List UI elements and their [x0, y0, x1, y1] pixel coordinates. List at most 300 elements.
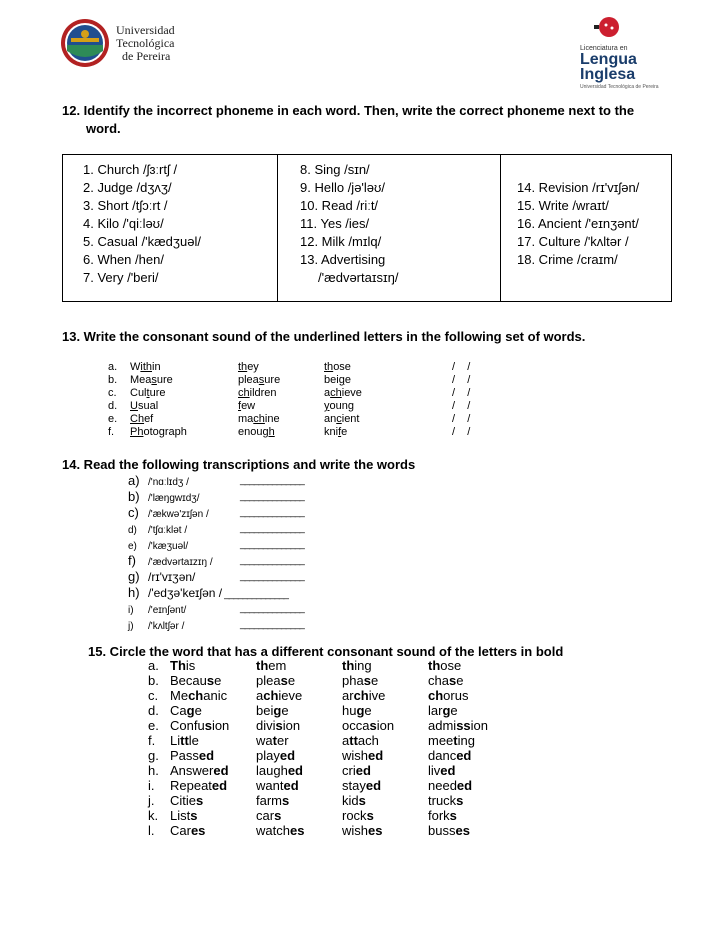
word-suffix: e	[341, 426, 348, 438]
word-suffix: er	[276, 733, 289, 748]
q12-column-3: 14. Revision /rɪ'vɪʃən/ 15. Write /wraɪt/ 16. Ancient /'eɪnʒənt/ 17. Culture /'kʌltər / 18. Crime /craɪm/	[501, 155, 672, 302]
word-target-letters: ed	[279, 748, 296, 763]
q15-word	[428, 763, 455, 778]
word-target-letters: ed	[198, 748, 215, 763]
q14-row	[128, 521, 304, 537]
q15-label: a.	[148, 658, 159, 673]
q15-word	[342, 763, 371, 778]
word-prefix: wa	[256, 733, 273, 748]
q15-word	[170, 718, 229, 733]
q12-column-2: 8. Sing /sɪn/ 9. Hello /jə'ləʊ/ 10. Read /riːt/ 11. Yes /ies/ 12. Milk /mɪlq/ 13. Advertising /'ædvərtaɪsɪŋ/	[278, 155, 501, 302]
q15-word	[256, 778, 299, 793]
q14-row	[128, 537, 304, 553]
word-target-letters: s	[275, 718, 283, 733]
word-target-letters: ith	[140, 361, 153, 373]
word-target-letters: ch	[353, 688, 369, 703]
q14-row	[128, 489, 304, 505]
q15-word	[170, 823, 205, 838]
word-prefix: ar	[342, 688, 354, 703]
q15-word	[428, 703, 458, 718]
word-target-letters: t	[453, 733, 458, 748]
q13-label: e.	[108, 413, 118, 425]
word-suffix: e	[194, 703, 202, 718]
q15-label: b.	[148, 673, 159, 688]
word-prefix: danc	[428, 748, 457, 763]
q15-word	[342, 718, 394, 733]
word-prefix: mee	[428, 733, 454, 748]
word-target-letters: f	[338, 426, 342, 438]
q15-word	[170, 733, 199, 748]
word-suffix: oung	[329, 400, 354, 412]
q14-letter: d)	[128, 525, 137, 536]
q15-word	[428, 718, 488, 733]
q14-letter: h)	[128, 585, 140, 600]
q15-word	[342, 673, 378, 688]
word-prefix: Confu	[170, 718, 205, 733]
word-suffix: ing	[457, 733, 475, 748]
q15-label: j.	[148, 793, 155, 808]
q13-word	[130, 387, 165, 400]
q15-word	[256, 748, 295, 763]
q15-word	[170, 673, 221, 688]
word-suffix: otograph	[143, 426, 187, 438]
question-15-title: 15. Circle the word that has a different consonant sound of the letters in bold	[88, 644, 564, 659]
q13-label: d.	[108, 400, 118, 412]
word-target-letters: t	[272, 733, 277, 748]
word-suffix: ion	[211, 718, 230, 733]
q13-label: b.	[108, 374, 118, 386]
q15-word	[342, 703, 372, 718]
word-suffix: ine	[264, 413, 280, 425]
word-target-letters: s	[358, 793, 366, 808]
q13-word	[238, 361, 259, 374]
q15-word	[342, 793, 366, 808]
q15-word	[170, 808, 197, 823]
q13-answer-slashes: / /	[452, 400, 471, 412]
word-prefix: kni	[324, 426, 339, 438]
q15-word	[256, 718, 300, 733]
q14-row	[128, 601, 304, 617]
word-target-letters: ss	[456, 718, 471, 733]
word-target-letters: th	[256, 658, 269, 673]
q14-row	[128, 617, 304, 633]
q15-word	[428, 688, 468, 703]
word-target-letters: es	[289, 823, 305, 838]
q13-word	[324, 426, 347, 439]
word-suffix: ach	[357, 733, 379, 748]
q15-word	[170, 748, 214, 763]
q15-label: l.	[148, 823, 155, 838]
q14-answer-blank: ______________	[240, 555, 304, 566]
word-suffix: e	[364, 703, 372, 718]
university-name: Universidad Tecnológica de Pereira	[116, 23, 175, 63]
word-suffix: e	[450, 703, 458, 718]
word-target-letters: ed	[365, 778, 382, 793]
q15-word	[428, 808, 457, 823]
word-prefix: hu	[342, 703, 357, 718]
word-prefix: Mea	[130, 374, 152, 386]
q14-letter: c)	[128, 505, 139, 520]
word-prefix: List	[170, 808, 191, 823]
q13-word	[130, 374, 173, 387]
word-prefix: occa	[342, 718, 370, 733]
word-prefix: wish	[342, 748, 369, 763]
word-target-letters: s	[190, 808, 198, 823]
word-prefix: Car	[170, 823, 191, 838]
word-target-letters: ch	[428, 688, 444, 703]
q15-word	[256, 673, 295, 688]
q15-label: f.	[148, 733, 156, 748]
question-12-table	[62, 154, 672, 302]
word-prefix: rock	[342, 808, 367, 823]
word-target-letters: ed	[456, 748, 472, 763]
word-suffix: ieve	[341, 387, 362, 399]
word-prefix: plea	[256, 673, 281, 688]
word-target-letters: th	[238, 361, 248, 373]
q15-word	[428, 658, 461, 673]
word-suffix: ing	[354, 658, 372, 673]
question-14-title: 14. Read the following transcriptions and write the words	[62, 457, 416, 472]
q15-word	[428, 748, 471, 763]
word-suffix: le	[188, 733, 199, 748]
word-prefix: fork	[428, 808, 450, 823]
word-suffix: ew	[241, 400, 256, 412]
word-suffix: sual	[137, 400, 159, 412]
word-target-letters: th	[428, 658, 441, 673]
word-suffix: e	[287, 673, 296, 688]
word-target-letters: t	[146, 387, 150, 399]
q15-word	[428, 778, 472, 793]
word-target-letters: c	[336, 413, 342, 425]
word-prefix: stay	[342, 778, 366, 793]
q14-answer-blank: ______________	[240, 491, 304, 502]
word-suffix: ion	[376, 718, 395, 733]
word-suffix: ure	[264, 374, 281, 386]
word-suffix: ildren	[249, 387, 277, 399]
q13-word	[324, 387, 362, 400]
word-target-letters: tt	[180, 733, 189, 748]
q14-row	[128, 505, 304, 521]
word-prefix: play	[256, 748, 280, 763]
q14-transcription: /'kæʒuəl/	[148, 541, 189, 552]
word-prefix: Cul	[130, 387, 147, 399]
word-target-letters: f	[238, 400, 242, 412]
word-prefix: bei	[324, 374, 339, 386]
word-prefix: enou	[238, 426, 263, 438]
word-target-letters: Ch	[130, 413, 145, 425]
word-target-letters: y	[324, 400, 330, 412]
q14-transcription: /rɪ'vɪʒən/	[148, 570, 196, 584]
q14-row	[128, 585, 288, 601]
program-logo: Licenciatura en Lengua Inglesa Universidad Tecnológica de Pereira	[580, 16, 670, 90]
word-suffix: orus	[443, 688, 469, 703]
q13-word	[238, 387, 277, 400]
q13-label: f.	[108, 426, 115, 438]
word-prefix: cha	[428, 673, 449, 688]
word-prefix: a	[256, 688, 264, 703]
question-12-title: 12. Identify the incorrect phoneme in each word. Then, write the correct phoneme next to the word.	[62, 103, 635, 136]
q14-transcription: /'ækwə'zɪʃən /	[148, 509, 209, 520]
word-prefix: Ca	[170, 703, 187, 718]
word-prefix: W	[130, 361, 141, 373]
word-target-letters: s	[456, 793, 464, 808]
q14-transcription: /'eɪnʃənt/	[148, 605, 187, 616]
q15-word	[170, 778, 227, 793]
q14-answer-blank: ______________	[240, 619, 304, 630]
q15-word	[170, 703, 202, 718]
q15-word	[342, 748, 383, 763]
q15-word	[342, 778, 381, 793]
word-prefix: Answer	[170, 763, 214, 778]
word-prefix: Becau	[170, 673, 207, 688]
q13-word	[238, 400, 255, 413]
word-prefix: ma	[238, 413, 254, 425]
q13-answer-slashes: / /	[452, 387, 471, 399]
word-target-letters: s	[449, 808, 457, 823]
q15-word	[428, 823, 470, 838]
q13-answer-slashes: / /	[452, 361, 471, 373]
word-prefix: Pass	[170, 748, 199, 763]
word-prefix: a	[342, 733, 350, 748]
word-target-letters: ed	[440, 763, 456, 778]
word-suffix: e	[370, 673, 379, 688]
word-prefix: lar	[428, 703, 443, 718]
q14-letter: b)	[128, 489, 140, 504]
q14-row	[128, 569, 304, 585]
word-suffix: anic	[203, 688, 228, 703]
word-prefix: Citie	[170, 793, 197, 808]
q15-word	[170, 658, 195, 673]
q13-word	[324, 374, 351, 387]
word-suffix: ose	[333, 361, 351, 373]
word-suffix: ure	[156, 374, 173, 386]
word-target-letters: s	[151, 374, 157, 386]
q13-word	[238, 413, 280, 426]
word-target-letters: s	[274, 808, 282, 823]
q15-word	[256, 688, 302, 703]
q13-label: c.	[108, 387, 117, 399]
q15-word	[256, 733, 289, 748]
word-target-letters: s	[206, 673, 215, 688]
word-prefix: laugh	[256, 763, 288, 778]
word-prefix: an	[324, 413, 337, 425]
word-target-letters: g	[442, 703, 451, 718]
word-suffix: ieve	[278, 688, 303, 703]
q14-answer-blank: ______________	[240, 539, 304, 550]
word-target-letters: ed	[283, 778, 299, 793]
word-target-letters: es	[190, 823, 206, 838]
word-target-letters: ed	[287, 763, 303, 778]
word-suffix: ion	[470, 718, 489, 733]
q14-transcription: /'tʃɑːklət /	[148, 525, 188, 536]
word-suffix: e	[214, 673, 222, 688]
word-target-letters: g	[273, 703, 282, 718]
q13-word	[238, 374, 280, 387]
q13-word	[324, 400, 354, 413]
word-target-letters: tt	[349, 733, 358, 748]
word-suffix: em	[268, 658, 287, 673]
q13-word	[324, 413, 360, 426]
word-target-letters: s	[204, 718, 212, 733]
q15-word	[256, 808, 281, 823]
q14-answer-blank: ______________	[240, 507, 304, 518]
word-target-letters: s	[363, 673, 371, 688]
word-target-letters: th	[342, 658, 355, 673]
q14-letter: i)	[128, 605, 134, 616]
word-prefix: pha	[342, 673, 364, 688]
word-suffix: ion	[282, 718, 301, 733]
university-seal-logo	[60, 18, 110, 68]
word-prefix: kid	[342, 793, 359, 808]
word-prefix: watch	[256, 823, 290, 838]
word-suffix: e	[344, 374, 351, 386]
word-target-letters: g	[186, 703, 195, 718]
word-prefix: truck	[428, 793, 457, 808]
word-suffix: ose	[440, 658, 462, 673]
word-target-letters: ch	[238, 387, 250, 399]
word-prefix: admi	[428, 718, 457, 733]
word-prefix: liv	[428, 763, 441, 778]
q14-letter: a)	[128, 473, 140, 488]
q15-word	[428, 673, 463, 688]
q15-word	[342, 808, 374, 823]
q13-answer-slashes: / /	[452, 413, 471, 425]
word-target-letters: th	[324, 361, 334, 373]
word-target-letters: g	[356, 703, 365, 718]
word-target-letters: s	[448, 673, 457, 688]
q14-answer-blank: ______________	[240, 475, 304, 486]
word-target-letters: g	[338, 374, 345, 386]
word-target-letters: ch	[263, 688, 279, 703]
word-target-letters: ed	[368, 748, 384, 763]
q15-word	[256, 658, 286, 673]
word-prefix: wish	[342, 823, 369, 838]
q13-word	[130, 361, 161, 374]
q15-label: h.	[148, 763, 159, 778]
q15-word	[342, 658, 372, 673]
q14-transcription: /'ædvərtaɪzɪŋ /	[148, 557, 213, 568]
q15-word	[342, 823, 382, 838]
q14-row	[128, 553, 304, 569]
q14-answer-blank: ______________	[240, 523, 304, 534]
word-target-letters: ed	[211, 778, 228, 793]
q13-word	[238, 426, 275, 439]
q15-label: c.	[148, 688, 159, 703]
word-prefix: farm	[256, 793, 282, 808]
word-prefix: plea	[238, 374, 259, 386]
q13-label: a.	[108, 361, 118, 373]
q15-word	[256, 823, 304, 838]
q15-word	[256, 763, 303, 778]
word-prefix: want	[256, 778, 284, 793]
q13-word	[130, 400, 158, 413]
word-suffix: ive	[368, 688, 386, 703]
q15-label: k.	[148, 808, 159, 823]
q14-transcription: /'edʒə'keɪʃən /	[148, 586, 223, 600]
q14-answer-blank: ______________	[224, 589, 288, 600]
q15-word	[170, 688, 227, 703]
q13-word	[130, 413, 153, 426]
word-target-letters: s	[196, 793, 204, 808]
word-target-letters: ch	[253, 413, 265, 425]
word-target-letters: ch	[330, 387, 342, 399]
word-prefix: need	[428, 778, 457, 793]
q15-label: g.	[148, 748, 159, 763]
word-suffix: in	[152, 361, 161, 373]
word-suffix: e	[281, 703, 289, 718]
word-target-letters: es	[455, 823, 470, 838]
word-target-letters: s	[282, 793, 290, 808]
word-prefix: a	[324, 387, 331, 399]
word-target-letters: Th	[170, 658, 186, 673]
word-target-letters: Ph	[130, 426, 144, 438]
question-14-list	[128, 473, 304, 633]
q14-letter: j)	[128, 621, 134, 632]
q14-transcription: /'kʌltʃər /	[148, 621, 185, 632]
word-prefix: Li	[170, 733, 181, 748]
q14-row	[128, 473, 304, 489]
q14-transcription: /'nɑːlɪdʒ /	[148, 477, 189, 488]
word-target-letters: ed	[213, 763, 229, 778]
word-prefix: Repeat	[170, 778, 212, 793]
word-suffix: e	[456, 673, 464, 688]
word-target-letters: ed	[355, 763, 371, 778]
word-prefix: cri	[342, 763, 356, 778]
word-target-letters: ed	[456, 778, 473, 793]
word-suffix: is	[185, 658, 196, 673]
word-prefix: bei	[256, 703, 274, 718]
word-target-letters: ch	[188, 688, 204, 703]
q13-answer-slashes: / /	[452, 426, 471, 438]
q15-word	[342, 733, 379, 748]
q13-word	[130, 426, 187, 439]
q15-label: d.	[148, 703, 159, 718]
q15-word	[342, 688, 385, 703]
q15-word	[170, 793, 203, 808]
q15-word	[170, 763, 229, 778]
q14-letter: f)	[128, 553, 136, 568]
q15-word	[428, 733, 475, 748]
q15-word	[428, 793, 463, 808]
q12-column-1: 1. Church /ʃɜːrtʃ / 2. Judge /dʒʌʒ/ 3. Short /tʃɔːrt / 4. Kilo /'qiːləʊ/ 5. Casual /'kædʒuəl/ 6. When /hen/ 7. Very /'beri/	[63, 155, 278, 302]
word-target-letters: s	[369, 718, 377, 733]
word-prefix: buss	[428, 823, 456, 838]
q13-word	[324, 361, 351, 374]
q14-answer-blank: ______________	[240, 603, 304, 614]
q14-letter: g)	[128, 569, 140, 584]
word-target-letters: s	[366, 808, 374, 823]
word-suffix: ure	[149, 387, 166, 399]
word-target-letters: s	[258, 374, 265, 386]
word-target-letters: gh	[262, 426, 275, 438]
q15-word	[256, 703, 289, 718]
q15-label: i.	[148, 778, 155, 793]
word-prefix: divi	[256, 718, 276, 733]
word-suffix: ef	[144, 413, 154, 425]
word-target-letters: es	[368, 823, 383, 838]
q14-answer-blank: ______________	[240, 571, 304, 582]
word-prefix: Me	[170, 688, 189, 703]
q13-answer-slashes: / /	[452, 374, 471, 386]
question-13-title: 13. Write the consonant sound of the underlined letters in the following set of words.	[62, 329, 586, 344]
word-suffix: ient	[341, 413, 360, 425]
q15-label: e.	[148, 718, 159, 733]
word-target-letters: U	[130, 400, 138, 412]
word-prefix: car	[256, 808, 275, 823]
q14-transcription: /'læŋgwɪdʒ/	[148, 493, 200, 504]
program-logo-icon	[594, 16, 624, 38]
q15-word	[256, 793, 289, 808]
